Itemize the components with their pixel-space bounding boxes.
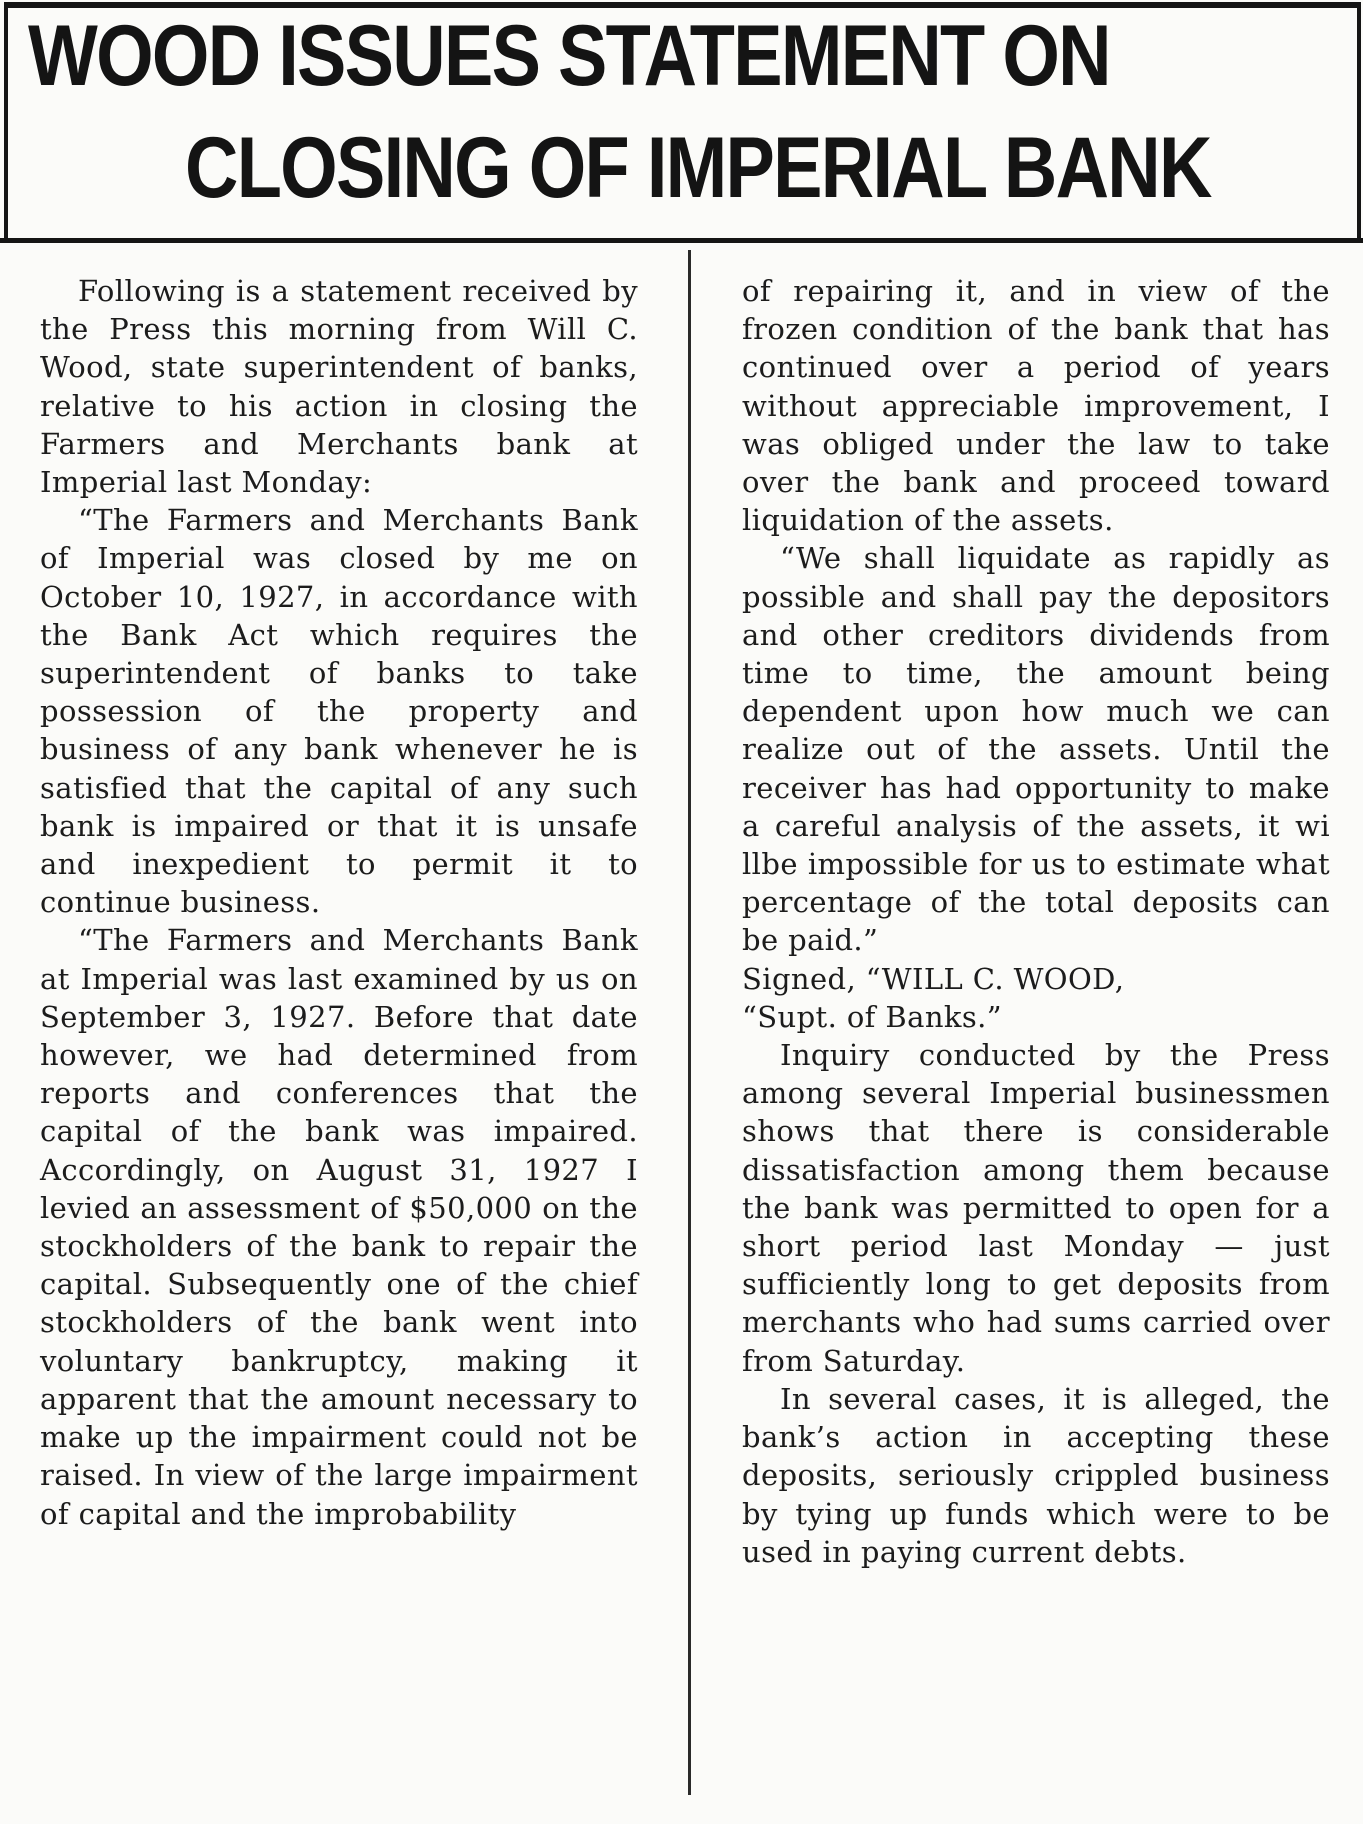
intro-paragraph: Following is a statement received by the Press this morning from Will C. Wood, state superintendent of banks, relative to his action in closing the Farmers and Merchants bank at Imperial last Monday: bbox=[40, 274, 638, 500]
allegation-paragraph: In several cases, it is alleged, the bank’s action in accepting these deposits, seriously crippled business by tying up funds which were to be used in paying current debts. bbox=[742, 1381, 1330, 1569]
headline-line-1: WOOD ISSUES STATEMENT ON bbox=[28, 8, 1110, 104]
inquiry-paragraph: Inquiry conducted by the Press among several Imperial businessmen shows that there is considerable dissatisfaction among them because the bank was permitted to open for a short period last Monday — just sufficiently long to get deposits from merchants who had sums carried over from Saturday. bbox=[742, 1038, 1330, 1378]
article-column-2 bbox=[742, 272, 1330, 1571]
signature-title: “Supt. of Banks.” bbox=[742, 999, 1003, 1034]
statement-paragraph-2: “The Farmers and Merchants Bank at Imperial was last examined by us on September 3, 1927. Before that date however, we had determined from reports and conferences that the capital of the bank was impaired. Accordingly, on August 31, 1927 I levied an assessment of $50,000 on the stockholders of the bank to repair the capital. Subsequently one of the chief stockholders of the bank went into voluntary bankruptcy, making it apparent that the amount necessary to make up the impairment could not be raised. In view of the large impairment of capital and the improbability bbox=[40, 923, 638, 1531]
headline-line-2: CLOSING OF IMPERIAL BANK bbox=[185, 120, 1211, 216]
column-divider bbox=[688, 250, 691, 1795]
statement-paragraph-1: “The Farmers and Merchants Bank of Imperial was closed by me on October 10, 1927, in accordance with the Bank Act which requires the superintendent of banks to take possession of the property and business of any bank whenever he is satisfied that the capital of any such bank is impaired or that it is unsafe and inexpedient to permit it to continue business. bbox=[40, 503, 638, 920]
headline-rule bbox=[0, 238, 1363, 243]
article-column-1 bbox=[40, 272, 638, 1533]
statement-paragraph-2-continued: of repairing it, and in view of the frozen condition of the bank that has continued over a period of years without appreciable improvement, I was obliged under the law to take over the bank and proceed toward liquidation of the assets. bbox=[742, 274, 1330, 538]
statement-paragraph-3: “We shall liquidate as rapidly as possible and shall pay the depositors and other creditors dividends from time to time, the amount being dependent upon how much we can realize out of the assets. Until the receiver has had opportunity to make a careful analysis of the assets, it wi llbe impossible for us to estimate what percentage of the total deposits can be paid.” bbox=[742, 541, 1330, 958]
signature-line: Signed, “WILL C. WOOD, bbox=[742, 961, 1125, 996]
